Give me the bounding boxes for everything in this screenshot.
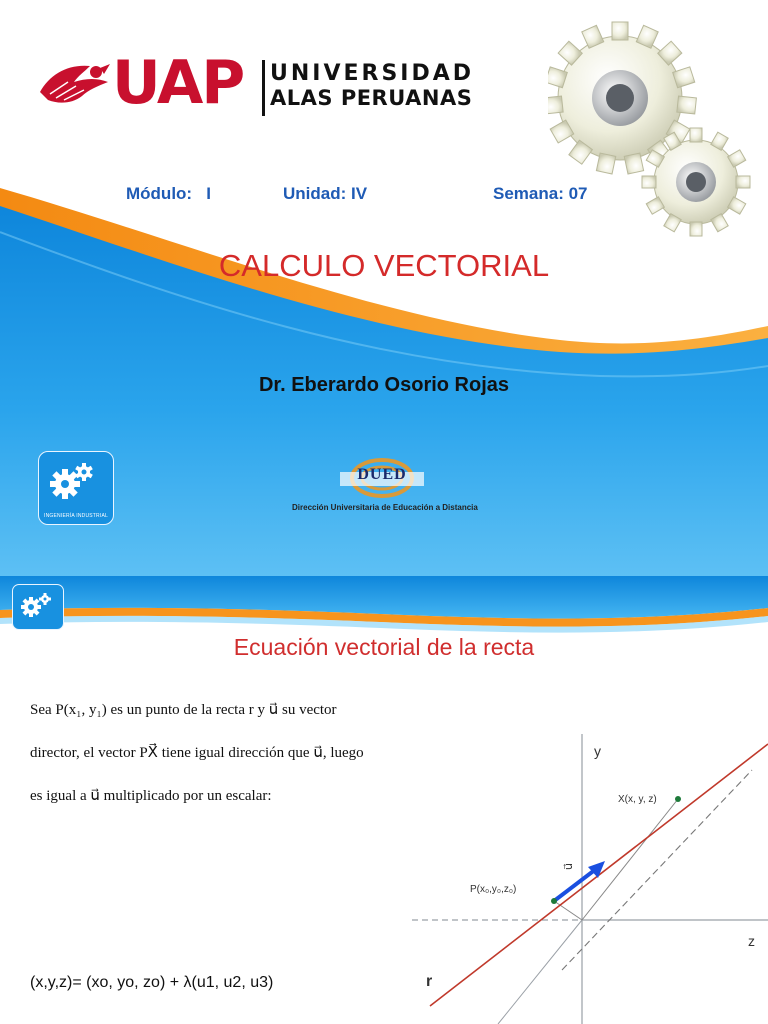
module-key: Módulo: — [126, 184, 193, 203]
point-x — [675, 796, 681, 802]
parallel-line — [562, 770, 752, 970]
week-label: Semana: 07 — [493, 184, 588, 203]
y-axis-label: y — [594, 743, 601, 759]
paragraph-line-3: es igual a u⃗ multiplicado por un escalar: — [30, 788, 272, 804]
section-title: Ecuación vectorial de la recta — [233, 634, 535, 660]
university-name — [270, 62, 474, 110]
vector-u-label: u⃗ — [563, 863, 575, 870]
engineering-badge — [38, 451, 114, 525]
x-axis — [498, 920, 582, 1024]
position-vector-x — [582, 799, 678, 920]
uap-abbr: UAP — [112, 48, 244, 118]
gear-icon — [39, 452, 113, 508]
gears-icon — [548, 12, 758, 242]
paragraph-line-2: director, el vector PX⃗ tiene igual dirección que u⃗, luego — [30, 745, 364, 761]
logo-divider — [262, 60, 265, 116]
module-value: I — [206, 184, 211, 203]
badge-caption: INGENIERÍA INDUSTRIAL — [44, 513, 108, 519]
gear-icon-small — [13, 585, 63, 629]
bird-emblem-icon — [40, 64, 110, 103]
point-x-label: X(x, y, z) — [618, 794, 657, 805]
module-label — [126, 184, 211, 204]
university-line1: UNIVERSIDAD — [270, 61, 475, 86]
line-r-label: r — [426, 973, 433, 990]
point-p-label: P(x₀,y₀,z₀) — [470, 884, 517, 895]
engineering-badge-small — [12, 584, 64, 630]
slide-title: CALCULO VECTORIAL — [218, 248, 550, 283]
z-axis-label: z — [748, 933, 755, 949]
unit-label: Unidad: IV — [283, 184, 368, 203]
paragraph-line-1: Sea P(x₁, y₁) es un punto de la recta r y u⃗ su vector — [30, 702, 337, 718]
dued-name: DUED — [357, 466, 407, 483]
point-p — [551, 898, 557, 904]
position-vector-p — [554, 901, 582, 920]
dued-subtitle: Dirección Universitaria de Educación a Distancia — [292, 503, 478, 512]
vector-equation: (x,y,z)= (xo, yo, zo) + λ(u1, u2, u3) — [30, 974, 274, 991]
line-diagram — [412, 730, 768, 1024]
university-line2: ALAS PERUANAS — [270, 86, 473, 110]
author-name: Dr. Eberardo Osorio Rojas — [258, 374, 510, 396]
